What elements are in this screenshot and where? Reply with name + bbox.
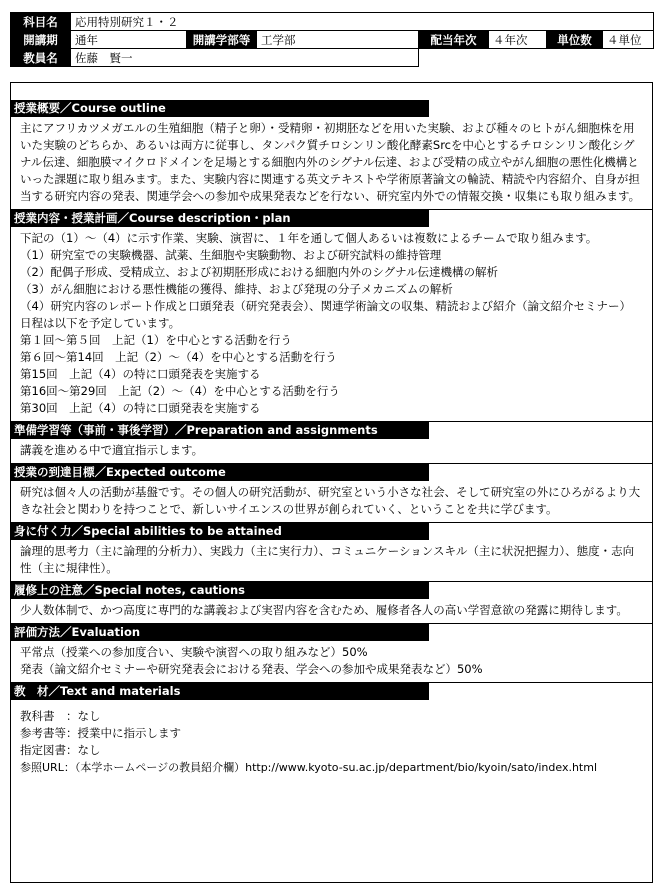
year-value: ４年次	[489, 31, 547, 49]
outcome-text: 研究は個々人の活動が基盤です。その個人の研究活動が、研究室という小さな社会、そして研究室の外にひろがるより大きな社会と関わりを持つことで、新しいサイエンスの世界が創られていく、ということを共に学びます。	[20, 485, 641, 516]
header-row-info	[11, 31, 654, 49]
term-label: 開講期	[11, 31, 71, 49]
instructor-value: 佐藤 賢一	[71, 49, 419, 67]
outcome-heading: 授業の到達目標／Expected outcome	[11, 464, 429, 481]
notes-section	[11, 599, 652, 623]
credits-label: 単位数	[547, 31, 603, 49]
course-header-table	[10, 12, 654, 67]
description-section	[11, 227, 652, 421]
faculty-label: 開講学部等	[187, 31, 257, 49]
notes-heading: 履修上の注意／Special notes, cautions	[11, 582, 429, 599]
header-row-instructor	[11, 49, 654, 67]
preparation-heading: 準備学習等（事前・事後学習）／Preparation and assignments	[11, 422, 429, 439]
description-item: （3）がん細胞における悪性機能の獲得、維持、および発現の分子メカニズムの解析	[20, 282, 453, 296]
materials-url-line: 参照URL：（本学ホームページの教員紹介欄）http://www.kyoto-su.ac.jp/department/bio/kyoin/sato/index.html	[20, 761, 598, 774]
abilities-section	[11, 540, 652, 581]
year-label: 配当年次	[419, 31, 489, 49]
credits-value: ４単位	[603, 31, 654, 49]
description-intro: 下記の（1）〜（4）に示す作業、実験、演習に、１年を通して個人あるいは複数によるチームで取り組みます。	[20, 231, 598, 245]
materials-line: 参考書等：授業中に指示します	[20, 726, 181, 740]
materials-line: 指定図書：なし	[20, 743, 101, 757]
description-item: （1）研究室での実験機器、試薬、生細胞や実験動物、および研究試料の維持管理	[20, 248, 442, 262]
term-value: 通年	[71, 31, 187, 49]
schedule-line: 第16回〜第29回 上記（2）〜（4）を中心とする活動を行う	[20, 384, 340, 398]
header-empty-cell	[419, 49, 654, 67]
course-name-label: 科目名	[11, 13, 71, 31]
preparation-text: 講義を進める中で適宜指示します。	[20, 443, 204, 457]
schedule-line: 第15回 上記（4）の特に口頭発表を実施する	[20, 367, 261, 381]
faculty-value: 工学部	[257, 31, 419, 49]
outline-section	[11, 117, 652, 209]
schedule-intro: 日程は以下を予定しています。	[20, 316, 181, 330]
materials-section	[11, 700, 652, 780]
preparation-section	[11, 439, 652, 463]
schedule-line: 第６回〜第14回 上記（2）〜（4）を中心とする活動を行う	[20, 350, 337, 364]
notes-text: 少人数体制で、かつ高度に専門的な講義および実習内容を含むため、履修者各人の高い学習意欲の発露に期待します。	[20, 603, 628, 617]
outcome-section	[11, 481, 652, 522]
evaluation-heading: 評価方法／Evaluation	[11, 624, 429, 641]
evaluation-section	[11, 641, 652, 682]
schedule-line: 第30回 上記（4）の特に口頭発表を実施する	[20, 401, 261, 415]
instructor-label: 教員名	[11, 49, 71, 67]
schedule-line: 第１回〜第５回 上記（1）を中心とする活動を行う	[20, 333, 292, 347]
evaluation-line: 平常点（授業への参加度合い、実験や演習への取り組みなど）50%	[20, 645, 368, 659]
description-item: （2）配偶子形成、受精成立、および初期胚形成における細胞内外のシグナル伝達機構の解析	[20, 265, 499, 279]
description-item: （4）研究内容のレポート作成と口頭発表（研究発表会）、関連学術論文の収集、精読および紹介（論文紹介セミナー）	[20, 299, 632, 313]
abilities-text: 論理的思考力（主に論理的分析力）、実践力（主に実行力）、コミュニケーションスキル（主に状況把握力）、態度・志向性（主に規律性）。	[20, 544, 635, 575]
materials-heading: 教 材／Text and materials	[11, 683, 429, 700]
evaluation-line: 発表（論文紹介セミナーや研究発表会における発表、学会への参加や成果発表など）50%	[20, 662, 483, 676]
header-row-course	[11, 13, 654, 31]
outline-text: 主にアフリカツメガエルの生殖細胞（精子と卵）・受精卵・初期胚などを用いた実験、および種々のヒトがん細胞株を用いた実験のどちらか、あるいは両方に従事し、タンパク質チロシンリン酸化酵素Srcを中心とするチロシンリン酸化シグナル伝達、細胞膜マイクロドメインを足場とする細胞内外のシグナル伝達、および受精の成立やがん細胞の悪性化機構といった課題に取り組みます。また、実験内容に関連する英文テキストや学術原著論文の輪読、精読や内容紹介、自身が担当する研究内容の発表、関連学会への参加や成果発表などを行ない、研究室内外での情報交換・収集にも取り組みます。	[20, 121, 641, 203]
abilities-heading: 身に付く力／Special abilities to be attained	[11, 523, 429, 540]
outline-heading: 授業概要／Course outline	[11, 100, 429, 117]
description-heading: 授業内容・授業計画／Course description・plan	[11, 210, 429, 227]
syllabus-page	[10, 12, 653, 774]
course-name-value: 応用特別研究１・２	[71, 13, 654, 31]
materials-line: 教科書 ：なし	[20, 709, 101, 723]
syllabus-content	[10, 82, 653, 883]
